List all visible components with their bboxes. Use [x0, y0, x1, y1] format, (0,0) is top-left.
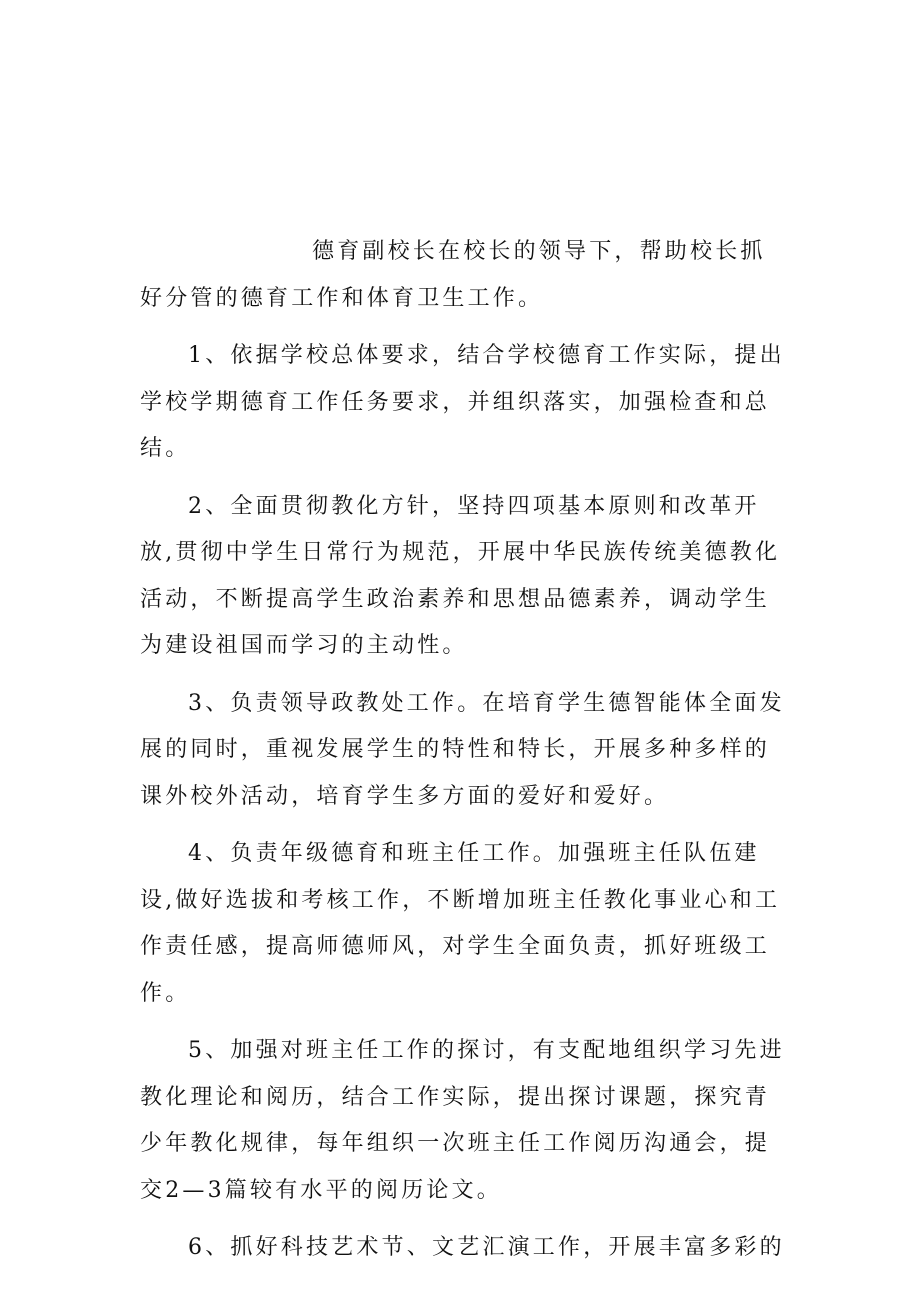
duty-item-3: 3、负责领导政教处工作。在培育学生德智能体全面发展的同时，重视发展学生的特性和特长，开展多种多样的课外校外活动，培育学生多方面的爱好和爱好。 — [140, 690, 785, 809]
duty-item-1: 1、依据学校总体要求，结合学校德育工作实际，提出学校学期德育工作任务要求，并组织落实，加强检查和总结。 — [140, 343, 785, 461]
duty-item-5: 5、加强对班主任工作的探讨，有支配地组织学习先进教化理论和阅历，结合工作实际，提出探讨课题，探究青少年教化规律，每年组织一次班主任工作阅历沟通会，提交2—3篇较有水平的阅历论文。 — [140, 1038, 785, 1203]
duty-item-6: 6、抓好科技艺术节、文艺汇演工作，开展丰富多彩的 — [188, 1235, 785, 1260]
duty-item-4: 4、负责年级德育和班主任工作。加强班主任队伍建设,做好选拔和考核工作，不断增加班主任教化事业心和工作责任感，提高师德师风，对学生全面负责，抓好班级工作。 — [140, 841, 781, 1006]
duty-item-2: 2、全面贯彻教化方针，坚持四项基本原则和改革开放,贯彻中学生日常行为规范，开展中华民族传统美德教化活动，不断提高学生政治素养和思想品德素养，调动学生为建设祖国而学习的主动性。 — [140, 493, 781, 658]
intro-paragraph: 德育副校长在校长的领导下，帮助校长抓好分管的德育工作和体育卫生工作。 — [140, 239, 766, 311]
document-body — [140, 229, 790, 1283]
